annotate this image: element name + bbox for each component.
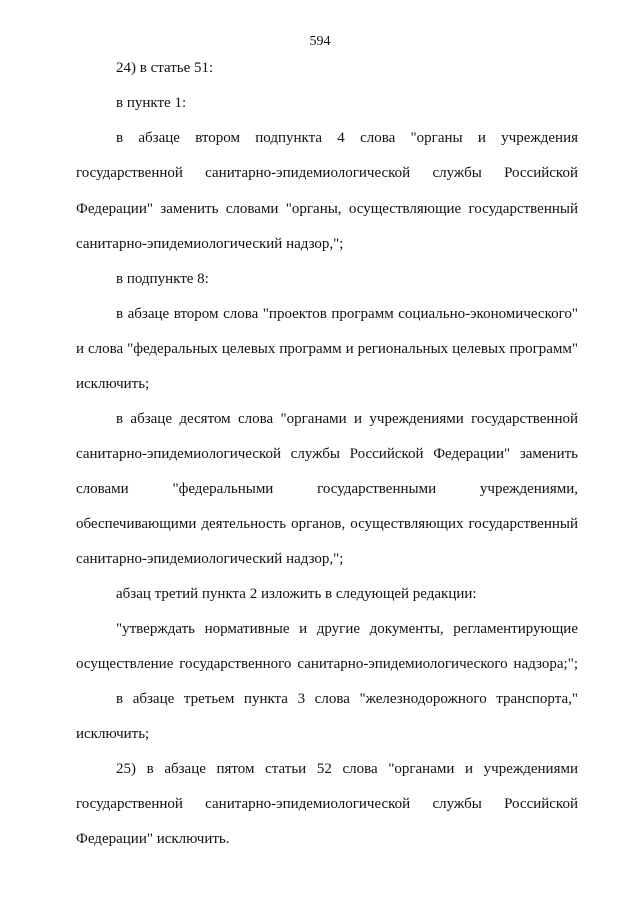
text-line: осуществление государственного санитарно-эпидемиологического надзора;"; [76,656,578,672]
text-line: в абзаце втором слова "проектов программ социально-экономического" [116,306,578,322]
text-line: "утверждать нормативные и другие документы, регламентирующие [116,621,578,637]
text-line: в абзаце втором подпункта 4 слова "органы и учреждения [116,130,578,146]
text-line: абзац третий пункта 2 изложить в следующей редакции: [116,586,477,602]
text-line: Федерации" заменить словами "органы, осуществляющие государственный [76,201,578,217]
text-line: в абзаце десятом слова "органами и учреждениями государственной [116,411,578,427]
text-line: санитарно-эпидемиологический надзор,"; [76,551,344,567]
text-line: санитарно-эпидемиологической службы Российской Федерации" заменить [76,446,578,462]
text-line: в абзаце третьем пункта 3 слова "железнодорожного транспорта," [116,691,578,707]
text-line: исключить; [76,726,150,742]
text-line: и слова "федеральных целевых программ и региональных целевых программ" [76,341,578,357]
text-line: 25) в абзаце пятом статьи 52 слова "органами и учреждениями [116,761,578,777]
text-line: исключить; [76,376,150,392]
page-number: 594 [309,34,331,49]
text-line: словами "федеральными государственными учреждениями, [76,481,578,497]
text-line: санитарно-эпидемиологический надзор,"; [76,236,344,252]
text-line: государственной санитарно-эпидемиологической службы Российской [76,165,578,181]
text-line: Федерации" исключить. [76,831,230,847]
text-line: в подпункте 8: [116,271,209,287]
text-line: обеспечивающими деятельность органов, осуществляющих государственный [76,516,578,532]
text-line: государственной санитарно-эпидемиологической службы Российской [76,796,578,812]
text-line: 24) в статье 51: [116,60,214,76]
text-line: в пункте 1: [116,95,187,111]
